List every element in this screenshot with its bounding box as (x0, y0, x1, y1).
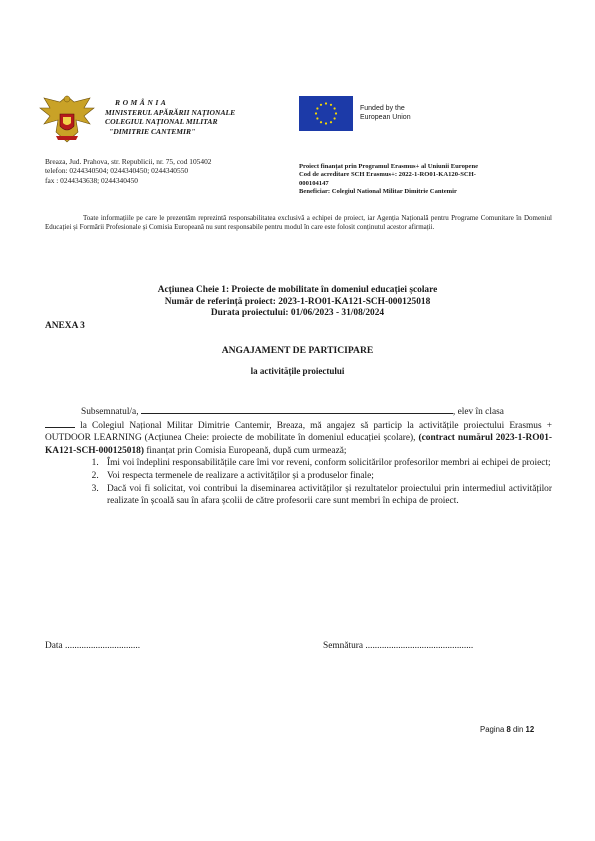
reference-number: Număr de referință proiect: 2023-1-RO01-KA121-SCH-000125018 (164, 296, 431, 307)
list-item: 2. Voi respecta termenele de realizare a activităților și a produselor finale; (101, 470, 552, 483)
institution-header (105, 98, 235, 136)
commitment-subtitle: la activitățile proiectului (250, 366, 345, 376)
page-number: Pagina 8 din 12 (480, 725, 535, 734)
coat-of-arms-icon (36, 92, 98, 148)
phone-line: telefon: 0244340504; 0244340450; 0244340550 (45, 166, 189, 176)
project-duration: Durata proiectului: 01/06/2023 - 31/08/2024 (210, 308, 385, 319)
project-titles (0, 285, 595, 320)
college-name: COLEGIUL NAȚIONAL MILITAR (105, 117, 218, 127)
class-field[interactable] (45, 419, 75, 428)
ministry-name: MINISTERUL APĂRĂRII NAȚIONALE (105, 107, 236, 117)
project-funding-info: Proiect finanțat prin Programul Erasmus+ al Uniunii Europene Cod de acreditare SCH Erasmus+: 2022-1-RO01-KA120-SCH- 000104147 Beneficiar: Colegiul National Militar Dimitrie Cantemir (299, 163, 479, 195)
key-action-title: Acțiunea Cheie 1: Proiecte de mobilitate în domeniul educației școlare (157, 285, 438, 295)
college-subname: "DIMITRIE CANTEMIR" (109, 126, 196, 136)
fax-line: fax : 0244343638; 0244340450 (45, 175, 138, 185)
body-class-label: , elev în clasa (452, 407, 504, 417)
body-end: finanțat prin Comisia Europeană, după cum urmează; (146, 445, 347, 456)
body-main: la Colegiul Național Militar Dimitrie Cantemir, Breaza, mă angajez să particip la activitățile proiectului Erasmus + OUTDOOR LEARNING (Acțiunea Cheie: proiecte de mobilitate în domeniul educației școlare), (45, 420, 552, 444)
country-name: ROMÂNIA (115, 98, 169, 107)
eu-flag-icon (299, 96, 353, 131)
annex-label: ANEXA 3 (45, 321, 85, 331)
body-intro: Subsemnatul/a, (81, 407, 139, 417)
commitment-title: ANGAJAMENT DE PARTICIPARE (221, 345, 374, 356)
signature-field[interactable]: Semnătura .............................................. (323, 641, 474, 651)
list-item: 3. Dacă voi fi solicitat, voi contribui la diseminarea activităților și rezultatelor proiectului prin intermediul activităților realizate în școală sau în afara școlii de către profesorii care sunt membri în echipa de proiect. (101, 483, 552, 508)
student-name-field[interactable] (141, 405, 453, 414)
commitment-list (45, 457, 552, 507)
address-line: Breaza, Jud. Prahova, str. Republicii, nr. 75, cod 105402 (45, 157, 212, 166)
date-field[interactable]: Data ................................ (45, 641, 141, 651)
contract-number: (contract numărul 2023-1-RO01-KA121-SCH-000125018) (45, 433, 553, 456)
list-item: 1. Îmi voi îndeplini responsabilitățile care îmi vor reveni, conform solicitărilor profesorilor membri ai echipei de proiect; (101, 457, 552, 470)
address-block (45, 157, 211, 185)
eu-funding-label: Funded by the European Union (360, 105, 411, 121)
commitment-body (45, 405, 552, 508)
disclaimer-text: Toate informațiile pe care le prezentăm reprezintă responsabilitatea exclusivă a echipei de proiect, iar Agenția Națională pentru Programe Comunitare în Domeniul Educației și Formării Profesionale și Comisia Europeană nu sunt responsabile pentru modul în care este folosit conținutul acestor afirmații. (45, 214, 552, 232)
